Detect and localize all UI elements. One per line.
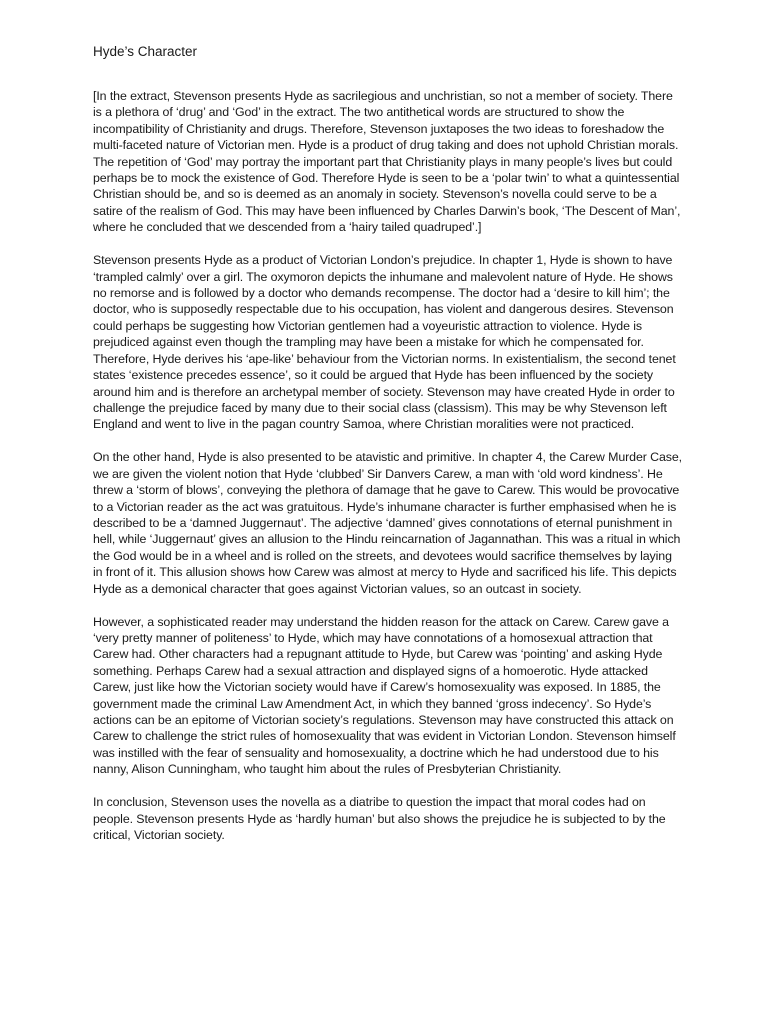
paragraph-conclusion: In conclusion, Stevenson uses the novella as a diatribe to question the impact that moral codes had on people. Stevenson presents Hyde as ‘hardly human’ but also shows the prejudice he is subjected to by the critical, Victorian society. — [93, 795, 666, 843]
paragraph-intro: [In the extract, Stevenson presents Hyde as sacrilegious and unchristian, so not a member of society. There is a plethora of ‘drug’ and ‘God’ in the extract. The two antithetical words are structured to show the incompatibility of Christianity and drugs. Therefore, Stevenson juxtaposes the two ideas to foreshadow the multi-faceted nature of Victorian men. Hyde is a product of drug taking and does not uphold Christian morals. The repetition of ‘God’ may portray the important part that Christianity plays in many people’s lives but could perhaps be to mock the existence of God. Therefore Hyde is seen to be a ‘polar twin’ to what a quintessential Christian should be, and so is deemed as an anomaly in society. Stevenson’s novella could serve to be a satire of the realism of God. This may have been influenced by Charles Darwin’s book, ‘The Descent of Man’, where he concluded that we descended from a ‘hairy tailed quadruped’.] — [93, 89, 681, 235]
paragraph-atavistic: On the other hand, Hyde is also presented to be atavistic and primitive. In chapter 4, the Carew Murder Case, we are given the violent notion that Hyde ‘clubbed’ Sir Danvers Carew, a man with ‘old word kindness’. He threw a ‘storm of blows’, conveying the plethora of damage that he gave to Carew. This would be provocative to a Victorian reader as the act was gratuitous. Hyde’s inhumane character is further emphasised when he is described to be a ‘damned Juggernaut’. The adjective ‘damned’ gives connotations of eternal punishment in hell, while ‘Juggernaut’ gives an allusion to the Hindu reincarnation of Jagannathan. This was a ritual in which the God would be in a wheel and is rolled on the streets, and devotees would sacrifice themselves by laying in front of it. This allusion shows how Carew was almost at mercy to Hyde and sacrificed his life. This depicts Hyde as a demonical character that goes against Victorian values, so an outcast in society. — [93, 450, 682, 596]
paragraph-carew-attack: However, a sophisticated reader may understand the hidden reason for the attack on Carew. Carew gave a ‘very pretty manner of politeness’ to Hyde, which may have connotations of a homosexual attraction that Carew had. Other characters had a repugnant attitude to Hyde, but Carew was ‘pointing’ and asking Hyde something. Perhaps Carew had a sexual attraction and displayed signs of a homoerotic. Hyde attacked Carew, just like how the Victorian society would have if Carew’s homosexuality was exposed. In 1885, the government made the criminal Law Amendment Act, in which they banned ‘gross indecency’. So Hyde’s actions can be an epitome of Victorian society’s regulations. Stevenson may have constructed this attack on Carew to challenge the strict rules of homosexuality that was evident in Victorian London. Stevenson himself was instilled with the fear of sensuality and homosexuality, a doctrine which he had understood due to his nanny, Alison Cunningham, who taught him about the rules of Presbyterian Christianity. — [93, 614, 676, 777]
document-body — [93, 88, 683, 860]
document-title: Hyde’s Character — [93, 44, 198, 59]
paragraph-prejudice: Stevenson presents Hyde as a product of Victorian London’s prejudice. In chapter 1, Hyde is shown to have ‘trampled calmly’ over a girl. The oxymoron depicts the inhumane and malevolent nature of Hyde. He shows no remorse and is followed by a doctor who demands recompense. The doctor had a ‘desire to kill him’; the doctor, who is supposedly respectable due to his occupation, has violent and dangerous desires. Stevenson could perhaps be suggesting how Victorian gentlemen had a voyeuristic attraction to violence. Hyde is prejudiced against even though the trampling may have been a mistake for which he compensated for. Therefore, Hyde derives his ‘ape-like’ behaviour from the Victorian norms. In existentialism, the second tenet states ‘existence precedes essence’, so it could be argued that Hyde has been influenced by the society around him and is therefore an archetypal member of society. Stevenson may have created Hyde in order to challenge the prejudice faced by many due to their social class (classism). This may be why Stevenson left England and went to live in the pagan country Samoa, where Christian moralities were not practiced. — [93, 253, 676, 432]
